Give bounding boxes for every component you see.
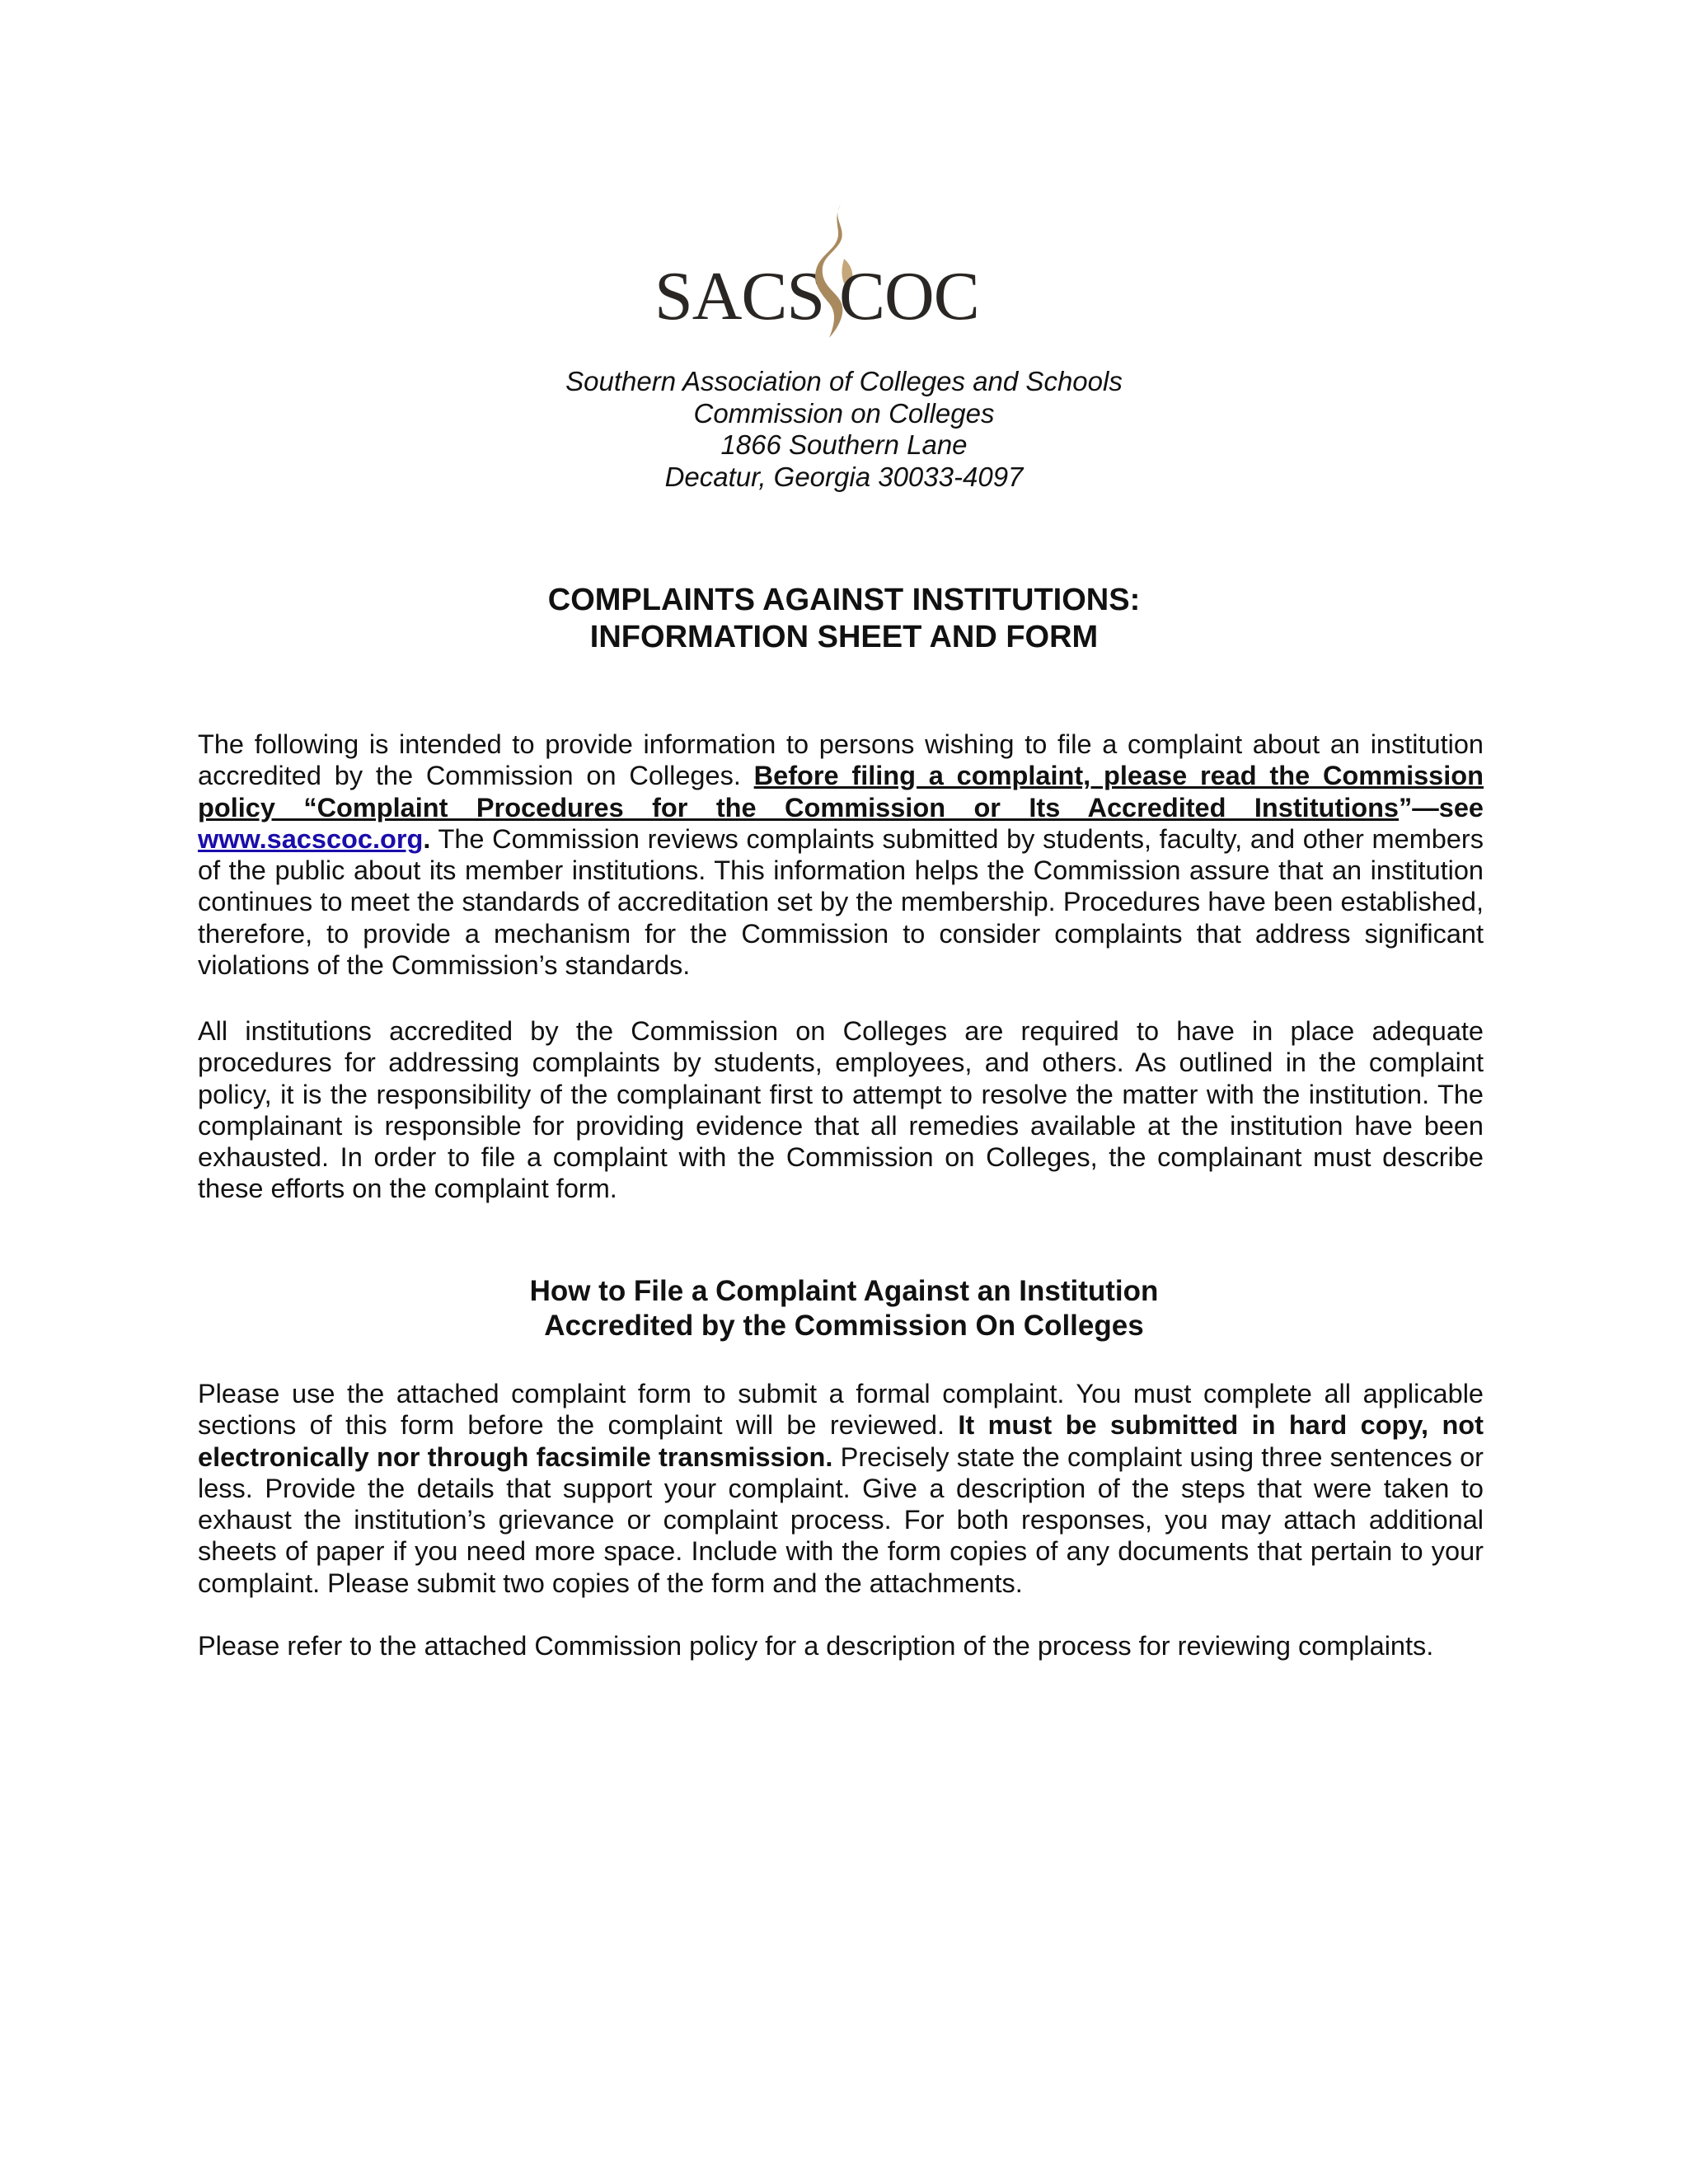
page-title [0, 582, 1688, 656]
instructions-intro: Please use the attached complaint form to submit a formal complaint. You must complete all applicable sections of this form before the complaint will be reviewed. [198, 1379, 1484, 1441]
intro-rest-text: The Commission reviews complaints submitted by students, faculty, and other members of the public about its member institutions. This information helps the Commission assure that an institution continues to meet the standards of accreditation set by the membership. Procedures have been established, therefore, to provide a mechanism for the Commission to consider complaints that address significant violations of the Commission’s standards. [198, 823, 1484, 981]
sacscoc-link[interactable]: www.sacscoc.org [198, 823, 424, 854]
section-heading [0, 1274, 1688, 1343]
address-block [0, 366, 1688, 493]
intro-paragraph [198, 729, 1484, 981]
see-text: ”—see [1399, 792, 1484, 823]
section-heading-line: Accredited by the Commission On Colleges [544, 1310, 1144, 1342]
policy-notice: Before filing a complaint, please read the Commission policy “Complaint Procedures for the Commission or Its Accredited Institutions [198, 761, 1484, 823]
title-line: COMPLAINTS AGAINST INSTITUTIONS: [547, 583, 1141, 617]
procedures-paragraph: All institutions accredited by the Commission on Colleges are required to have in place adequate procedures for addressing complaints by students, employees, and others. As outlined in the complaint policy, it is the responsibility of the complainant first to attempt to resolve the matter with the institution. The complainant is responsible for providing evidence that all remedies available at the institution have been exhausted. In order to file a complaint with the Commission on Colleges, the complainant must describe these efforts on the complaint form. [198, 1016, 1484, 1204]
instructions-paragraph [198, 1378, 1484, 1599]
address-line: 1866 Southern Lane [720, 429, 968, 460]
sacscoc-logo [648, 201, 1019, 341]
intro-text: The following is intended to provide information to persons wishing to file a complaint about an institution accredited by the Commission on Colleges. [198, 729, 1484, 791]
policy-reference-paragraph: Please refer to the attached Commission policy for a description of the process for reviewing complaints. [198, 1631, 1434, 1661]
address-line: Commission on Colleges [693, 397, 995, 429]
logo-text-coc: COC [839, 258, 979, 335]
logo-text-sacs: SACS [654, 258, 825, 335]
period-text: . [423, 823, 431, 854]
hard-copy-notice: It must be submitted in hard copy, not electronically nor through facsimile transmission. [198, 1410, 1484, 1472]
instructions-rest: Precisely state the complaint using three sentences or less. Provide the details that support your complaint. Give a description of the steps that were taken to exhaust the institution’s grievance or complaint process. For both responses, you may attach additional sheets of paper if you need more space. Include with the form copies of any documents that pertain to your complaint. Please submit two copies of the form and the attachments. [198, 1441, 1484, 1598]
title-line: INFORMATION SHEET AND FORM [589, 620, 1099, 654]
section-heading-line: How to File a Complaint Against an Institution [529, 1275, 1159, 1307]
address-line: Decatur, Georgia 30033-4097 [664, 461, 1024, 492]
address-line: Southern Association of Colleges and Schools [565, 366, 1123, 396]
